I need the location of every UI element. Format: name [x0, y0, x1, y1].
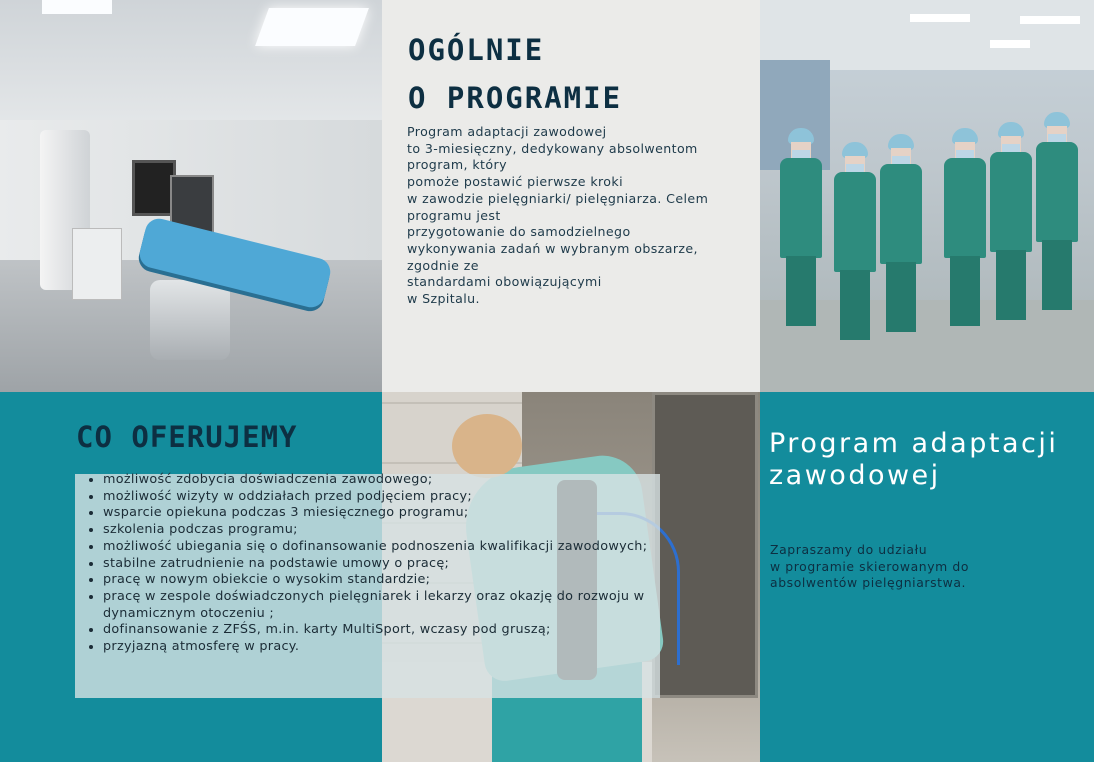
offer-item: • przyjazną atmosferę w pracy.	[103, 639, 653, 656]
program-invitation-text: Zapraszamy do udziału w programie skierowanym do absolwentów pielęgniarstwa.	[770, 542, 970, 591]
offer-item: • możliwość ubiegania się o dofinansowanie podnoszenia kwalifikacji zawodowych;	[103, 539, 653, 556]
offer-item: • stabilne zatrudnienie na podstawie umowy o pracę;	[103, 556, 653, 573]
offer-item: • wsparcie opiekuna podczas 3 miesięcznego programu;	[103, 505, 653, 522]
offer-item: • dofinansowanie z ZFŚS, m.in. karty MultiSport, wczasy pod gruszą;	[103, 622, 653, 639]
about-title-line2: O PROGRAMIE	[408, 81, 623, 115]
offer-item: • możliwość zdobycia doświadczenia zawodowego;	[103, 472, 653, 489]
offer-item: • pracę w zespole doświadczonych pielęgniarek i lekarzy oraz okazję do rozwoju w dynamicznym otoczeniu ;	[103, 589, 653, 622]
about-program-panel	[382, 0, 760, 392]
offer-list	[75, 472, 653, 656]
offer-title: CO OFERUJEMY	[76, 420, 298, 454]
operating-room-photo	[0, 0, 382, 392]
offer-list-box	[75, 474, 660, 698]
offer-item: • szkolenia podczas programu;	[103, 522, 653, 539]
offer-item: • pracę w nowym obiekcie o wysokim standardzie;	[103, 572, 653, 589]
offer-item: • możliwość wizyty w oddziałach przed podjęciem pracy;	[103, 489, 653, 506]
about-program-description: Program adaptacji zawodowej to 3-miesięczny, dedykowany absolwentom program, który pomoże postawić pierwsze kroki w zawodzie pielęgniarki/ pielęgniarza. Celem programu jest przygotowanie do samodzielnego wykonywania zadań w wybranym obszarze, zgodnie ze standardami obowiązującymi w Szpitalu.	[407, 124, 709, 307]
program-title: Program adaptacji zawodowej	[769, 428, 1059, 491]
about-title-line1: OGÓLNIE	[408, 33, 545, 67]
nurses-group-photo	[760, 0, 1094, 392]
about-program-title	[408, 26, 622, 122]
